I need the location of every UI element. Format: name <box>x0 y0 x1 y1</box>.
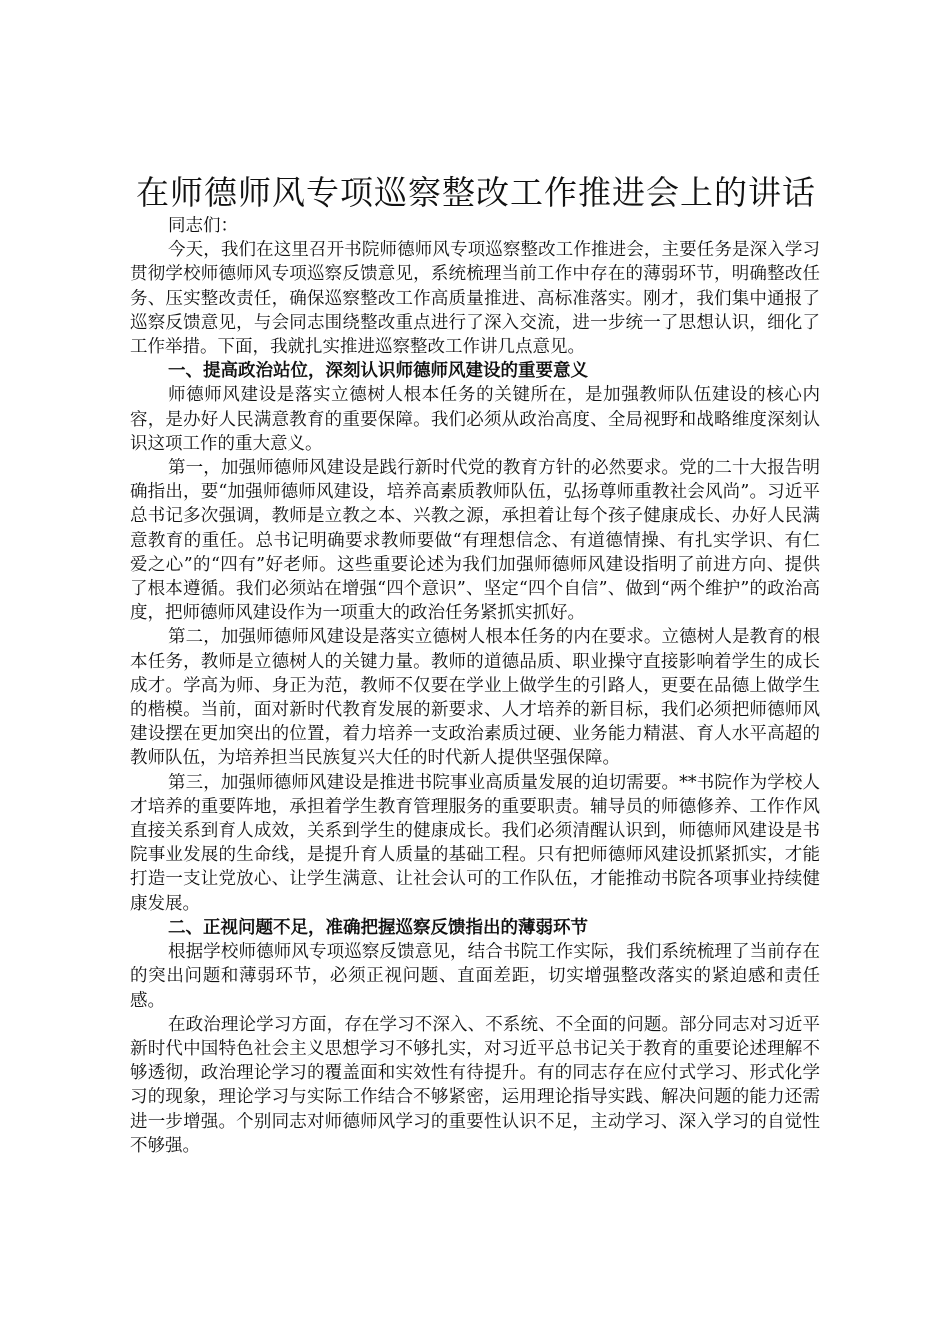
section-heading-2: 二、正视问题不足，准确把握巡察反馈指出的薄弱环节 <box>168 917 588 938</box>
document-title: 在师德师风专项巡察整改工作推进会上的讲话 <box>136 173 816 212</box>
paragraph-section1-intro: 师德师风建设是落实立德树人根本任务的关键所在，是加强教师队伍建设的核心内容，是办好人民满意教育的重要保障。我们必须从政治高度、全局视野和战略维度深刻认识这项工作的重大意义。 <box>130 385 820 454</box>
paragraph-third-point: 第三，加强师德师风建设是推进书院事业高质量发展的迫切需要。**书院作为学校人才培养的重要阵地，承担着学生教育管理服务的重要职责。辅导员的师德修养、工作作风直接关系到育人成效，关系到学生的健康成长。我们必须清醒认识到，师德师风建设是书院事业发展的生命线，是提升育人质量的基础工程。只有把师德师风建设抓紧抓实，才能打造一支让党放心、让学生满意、让社会认可的工作队伍，才能推动书院各项事业持续健康发展。 <box>130 772 820 914</box>
paragraph-first-point: 第一，加强师德师风建设是践行新时代党的教育方针的必然要求。党的二十大报告明确指出，要“加强师德师风建设，培养高素质教师队伍，弘扬尊师重教社会风尚”。习近平总书记多次强调，教师是立教之本、兴教之源，承担着让每个孩子健康成长、办好人民满意教育的重任。总书记明确要求教师要做“有理想信念、有道德情操、有扎实学识、有仁爱之心”的“四有”好老师。这些重要论述为我们加强师德师风建设指明了前进方向、提供了根本遵循。我们必须站在增强“四个意识”、坚定“四个自信”、做到“两个维护”的政治高度，把师德师风建设作为一项重大的政治任务紧抓实抓好。 <box>130 458 820 624</box>
paragraph-theory-study: 在政治理论学习方面，存在学习不深入、不系统、不全面的问题。部分同志对习近平新时代中国特色社会主义思想学习不够扎实，对习近平总书记关于教育的重要论述理解不够透彻，政治理论学习的覆盖面和实效性有待提升。有的同志存在应付式学习、形式化学习的现象，理论学习与实际工作结合不够紧密，运用理论指导实践、解决问题的能力还需进一步增强。个别同志对师德师风学习的重要性认识不足，主动学习、深入学习的自觉性不够强。 <box>130 1014 820 1156</box>
section-heading-1: 一、提高政治站位，深刻认识师德师风建设的重要意义 <box>168 361 588 382</box>
paragraph-second-point: 第二，加强师德师风建设是落实立德树人根本任务的内在要求。立德树人是教育的根本任务，教师是立德树人的关键力量。教师的道德品质、职业操守直接影响着学生的成长成才。学高为师、身正为范，教师不仅要在学业上做学生的引路人，更要在品德上做学生的楷模。当前，面对新时代教育发展的新要求、人才培养的新目标，我们必须把师德师风建设摆在更加突出的位置，着力培养一支政治素质过硬、业务能力精湛、育人水平高超的教师队伍，为培养担当民族复兴大任的时代新人提供坚强保障。 <box>130 627 820 769</box>
paragraph-section2-intro: 根据学校师德师风专项巡察反馈意见，结合书院工作实际，我们系统梳理了当前存在的突出问题和薄弱环节，必须正视问题、直面差距，切实增强整改落实的紧迫感和责任感。 <box>130 942 820 1011</box>
salutation: 同志们： <box>168 216 238 236</box>
paragraph-intro: 今天，我们在这里召开书院师德师风专项巡察整改工作推进会，主要任务是深入学习贯彻学校师德师风专项巡察反馈意见，系统梳理当前工作中存在的薄弱环节，明确整改任务、压实整改责任，确保巡察整改工作高质量推进、高标准落实。刚才，我们集中通报了巡察反馈意见，与会同志围绕整改重点进行了深入交流，进一步统一了思想认识，细化了工作举措。下面，我就扎实推进巡察整改工作讲几点意见。 <box>130 240 820 358</box>
document-page <box>130 172 820 1158</box>
